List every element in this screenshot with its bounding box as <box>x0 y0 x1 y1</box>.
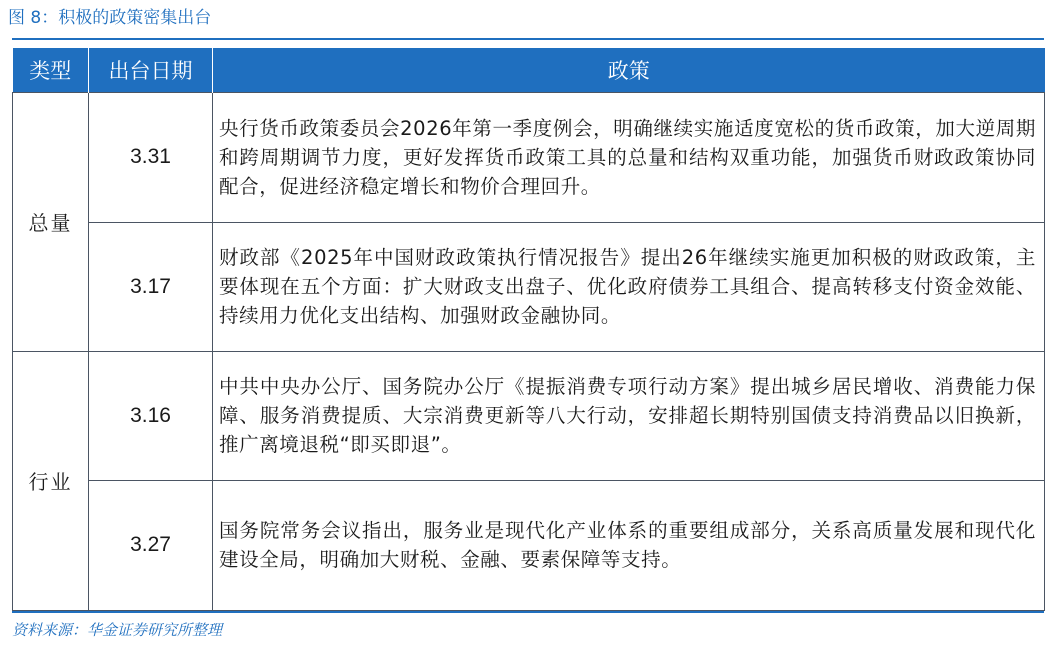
table-row <box>13 222 1045 351</box>
table-row <box>13 92 1045 222</box>
source-note: 资料来源：华金证券研究所整理 <box>12 621 223 639</box>
date-cell: 3.17 <box>89 222 213 351</box>
policy-table <box>12 48 1045 611</box>
date-cell: 3.31 <box>89 92 213 222</box>
table-row <box>13 480 1045 610</box>
policy-cell: 财政部《2025年中国财政政策执行情况报告》提出26年继续实施更加积极的财政政策，主要体现在五个方面：扩大财政支出盘子、优化政府债券工具组合、提高转移支付资金效能、持续用力优化支出结构、加强财政金融协同。 <box>213 222 1045 351</box>
policy-cell: 央行货币政策委员会2026年第一季度例会，明确继续实施适度宽松的货币政策，加大逆周期和跨周期调节力度，更好发挥货币政策工具的总量和结构双重功能，加强货币财政政策协同配合，促进经济稳定增长和物价合理回升。 <box>213 92 1045 222</box>
header-policy: 政策 <box>213 48 1045 92</box>
top-divider <box>12 38 1044 40</box>
type-cell-aggregate: 总量 <box>13 92 89 351</box>
policy-cell: 中共中央办公厅、国务院办公厅《提振消费专项行动方案》提出城乡居民增收、消费能力保障、服务消费提质、大宗消费更新等八大行动，安排超长期特别国债支持消费品以旧换新，推广离境退税“即买即退”。 <box>213 351 1045 480</box>
type-cell-industry: 行业 <box>13 351 89 610</box>
table-header-row <box>13 48 1045 92</box>
bottom-divider <box>12 611 1044 613</box>
policy-cell: 国务院常务会议指出，服务业是现代化产业体系的重要组成部分，关系高质量发展和现代化建设全局，明确加大财税、金融、要素保障等支持。 <box>213 480 1045 610</box>
table-row <box>13 351 1045 480</box>
header-type: 类型 <box>13 48 89 92</box>
header-date: 出台日期 <box>89 48 213 92</box>
date-cell: 3.27 <box>89 480 213 610</box>
figure-title: 图 8：积极的政策密集出台 <box>8 8 212 28</box>
date-cell: 3.16 <box>89 351 213 480</box>
